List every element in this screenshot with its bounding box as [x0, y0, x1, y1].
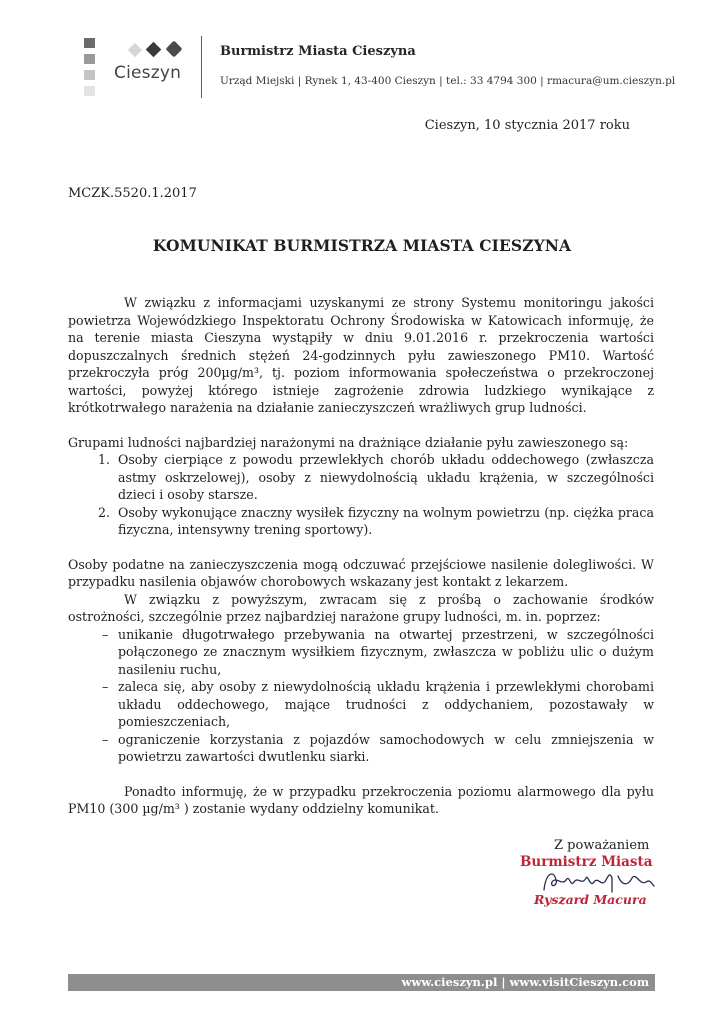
paragraph-alarm: Ponadto informuję, że w przypadku przekroczenia poziomu alarmowego dla pyłu PM10 (300 µg/m³ ) zostanie wydany oddzielny komunikat.: [68, 783, 654, 816]
paragraph-intro: W związku z informacjami uzyskanymi ze strony Systemu monitoringu jakości powietrza Wojewódzkiego Inspektoratu Ochrony Środowiska w Katowicach informuję, że na terenie miasta Cieszyna wystąpiły w dniu 9.01.2016 r. przekroczenia wartości dopuszczalnych średnich stężeń 24-godzinnych pyłu zawieszonego PM10. Wartość przekroczyła próg 200µg/m³, tj. poziom informowania społeczeństwa o przekroczonej wartości, powyżej którego istnieje zagrożenie zdrowia ludzkiego wynikające z krótkotrwałego narażenia na działanie zanieczyszczeń wrażliwych grup ludności.: [68, 295, 654, 415]
header-title: Burmistrz Miasta Cieszyna: [220, 44, 416, 59]
signature-greeting: Z poważaniem: [554, 838, 650, 853]
groups-list: [68, 451, 654, 539]
list-marker: 2.: [98, 504, 111, 520]
logo-wordmark: Cieszyn: [114, 63, 182, 83]
logo-diamonds-icon: [130, 43, 190, 59]
list-item-text: Osoby cierpiące z powodu przewlekłych chorób układu oddechowego (zwłaszcza astmy oskrzelowej), osoby z niewydolnością układu krążenia, w szczególności dzieci i osoby starsze.: [118, 452, 654, 502]
logo-bars: [84, 38, 100, 100]
footer-links[interactable]: www.cieszyn.pl | www.visitCieszyn.com: [401, 975, 649, 989]
footer-bar: [68, 974, 655, 991]
recommendations-list: [68, 626, 654, 766]
list-item-text: Osoby wykonujące znaczny wysiłek fizyczny na wolnym powietrzu (np. ciężka praca fizyczna, intensywny trening sportowy).: [118, 504, 654, 537]
paragraph-symptoms: Osoby podatne na zanieczyszczenia mogą odczuwać przejściowe nasilenie dolegliwości. W przypadku nasilenia objawów chorobowych wskazany jest kontakt z lekarzem.: [68, 556, 654, 589]
list-item-text: zaleca się, aby osoby z niewydolnością układu krążenia i przewlekłymi chorobami układu oddechowego, mające trudności z oddychaniem, pozostawały w pomieszczeniach,: [118, 679, 654, 729]
list-item: [68, 504, 654, 539]
header-divider: [201, 36, 202, 98]
list-marker: –: [102, 626, 109, 642]
stamp-title: Burmistrz Miasta: [520, 854, 653, 870]
header-address: Urząd Miejski | Rynek 1, 43-400 Cieszyn | tel.: 33 4794 300 | rmacura@um.cieszyn.pl: [220, 75, 676, 87]
groups-intro: Grupami ludności najbardziej narażonymi na drażniące działanie pyłu zawieszonego są:: [68, 434, 629, 450]
list-item: [68, 451, 654, 504]
stamp-name: Ryszard Macura: [534, 892, 647, 907]
list-item: [68, 731, 654, 766]
list-marker: –: [102, 679, 109, 694]
list-item: [68, 678, 654, 731]
paragraph-request: W związku z powyższym, zwracam się z prośbą o zachowanie środków ostrożności, szczególnie przez najbardziej narażone grupy ludności, m. in. poprzez:: [68, 591, 654, 624]
document-body: [68, 294, 654, 818]
list-marker: –: [102, 731, 109, 747]
document-date: Cieszyn, 10 stycznia 2017 roku: [424, 118, 630, 133]
list-item: [68, 626, 654, 679]
document-title: KOMUNIKAT BURMISTRZA MIASTA CIESZYNA: [152, 236, 572, 255]
list-item-text: unikanie długotrwałego przebywania na otwartej przestrzeni, w szczególności połączonego ze znacznym wysiłkiem fizycznym, zwłaszcza w pobliżu ulic o dużym nasileniu ruchu,: [118, 626, 654, 677]
signature-block: [516, 838, 676, 918]
list-marker: 1.: [98, 452, 111, 467]
list-item-text: ograniczenie korzystania z pojazdów samochodowych w celu zmniejszenia w powietrzu zawartości dwutlenku siarki.: [118, 731, 654, 764]
reference-number: MCZK.5520.1.2017: [68, 186, 197, 201]
